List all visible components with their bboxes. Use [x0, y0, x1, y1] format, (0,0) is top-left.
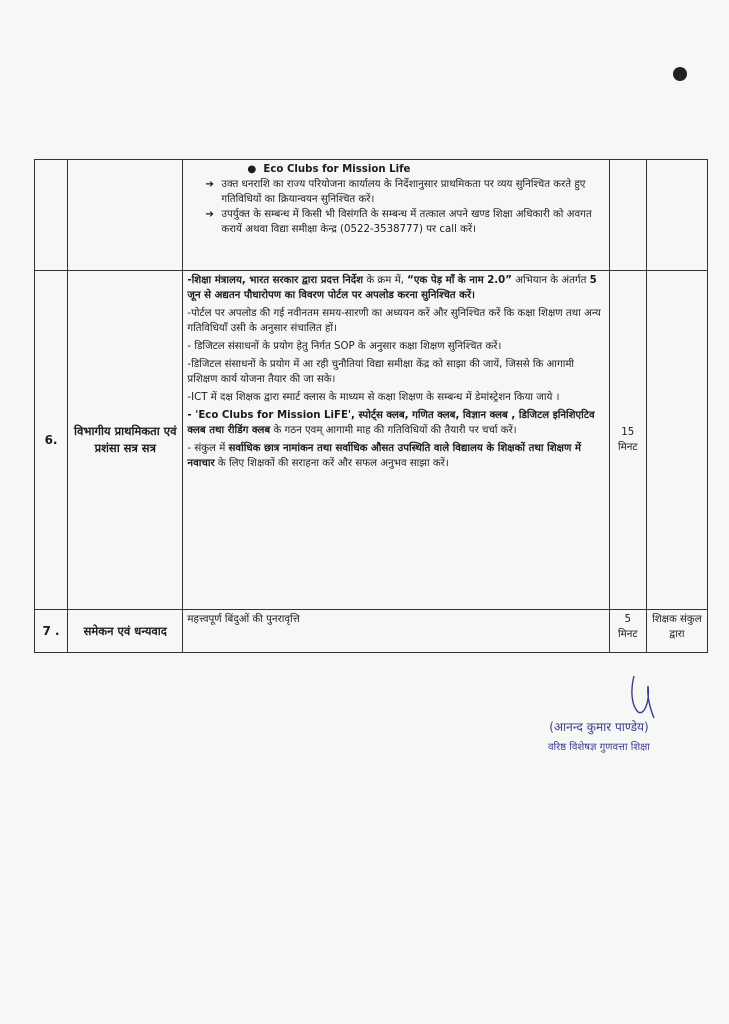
signatory-name: (आनन्द कुमार पाण्डेय) — [549, 720, 649, 734]
session-plan-table — [34, 159, 708, 653]
eco-clubs-text: Eco Clubs for Mission Life — [263, 164, 411, 175]
serial-cell: 6. — [35, 271, 68, 610]
responsible-cell: शिक्षक संकुल द्वारा — [646, 610, 707, 653]
instruction-text: उक्त धनराशि का राज्य परियोजना कार्यालय के निर्देशानुसार प्राथमिकता पर व्यय सुनिश्चित करते हुए गतिविधियों का क्रियान्वयन सुनिश्चित करें। — [221, 179, 586, 205]
bullet-icon: ● — [247, 164, 264, 175]
topic-cell — [68, 160, 183, 271]
topic-cell: समेकन एवं धन्यवाद — [68, 610, 183, 653]
signature-block — [548, 718, 650, 753]
sop-paragraph: - डिजिटल संसाधनों के प्रयोग हेतु निर्गत SOP के अनुसार कक्षा शिक्षण सुनिश्चित करें। — [187, 341, 502, 352]
signature-scrawl-icon — [628, 672, 658, 720]
clubs-paragraph: - 'Eco Clubs for Mission LiFE', स्पोर्ट्स क्लब, गणित क्लब, विज्ञान क्लब , डिजिटल इनिशिएटिव क्लब तथा रीडिंग क्लब के गठन एवम् आगामी माह की गतिविधियों की तैयारी पर चर्चा करें। — [187, 410, 595, 436]
instruction-item — [187, 177, 604, 207]
instruction-item — [187, 207, 604, 237]
instruction-text: उपर्युक्त के सम्बन्ध में किसी भी विसंगति के सम्बन्ध में तत्काल अपने खण्ड शिक्षा अधिकारी को अवगत करायें अथवा विद्या समीक्षा केन्द्र (0522-3538777) पर call करें। — [221, 209, 592, 235]
description-cell: महत्त्वपूर्ण बिंदुओं की पुनरावृत्ति — [183, 610, 609, 653]
description-cell — [183, 160, 609, 271]
appreciation-paragraph: - संकुल में सर्वाधिक छात्र नामांकन तथा सर्वाधिक औसत उपस्थिति वाले विद्यालय के शिक्षकों तथा शिक्षण में नवाचार के लिए शिक्षकों की सराहना करें और सफल अनुभव साझा करें। — [187, 443, 581, 469]
responsible-cell — [646, 271, 707, 610]
digital-challenges-paragraph: -डिजिटल संसाधनों के प्रयोग में आ रही चुनौतियां विद्या समीक्षा केंद्र को साझा की जायें, जिससे कि आगामी प्रशिक्षण कार्य योजना तैयार की जा सके। — [187, 359, 575, 385]
time-cell — [609, 160, 646, 271]
serial-cell: 7 . — [35, 610, 68, 653]
bullet-item — [187, 162, 604, 177]
topic-cell: विभागीय प्राथमिकता एवं प्रशंसा सत्र सत्र — [68, 271, 183, 610]
arrow-right-icon: ➔ — [205, 209, 214, 220]
table-row — [35, 271, 708, 610]
time-cell: 5 मिनट — [609, 610, 646, 653]
serial-cell — [35, 160, 68, 271]
ink-dot — [673, 67, 687, 81]
directive-paragraph: -शिक्षा मंत्रालय, भारत सरकार द्वारा प्रदत्त निर्देश के क्रम में, “एक पेड़ माँ के नाम 2.0” अभियान के अंतर्गत 5 जून से अद्यतन पौधारोपण का विवरण पोर्टल पर अपलोड करना सुनिश्चित करें। — [187, 275, 597, 301]
time-cell: 15 मिनट — [609, 271, 646, 610]
description-cell — [183, 271, 609, 610]
signatory-designation: वरिष्ठ विशेषज्ञ गुणवत्ता शिक्षा — [548, 742, 650, 753]
arrow-right-icon: ➔ — [205, 179, 214, 190]
table-row — [35, 160, 708, 271]
table-row — [35, 610, 708, 653]
timetable-paragraph: -पोर्टल पर अपलोड की गई नवीनतम समय-सारणी का अध्ययन करें और सुनिश्चित करें कि कक्षा शिक्षण तथा अन्य गतिविधियाँ उसी के अनुसार संचालित हों। — [187, 308, 601, 334]
responsible-cell — [646, 160, 707, 271]
ict-paragraph: -ICT में दक्ष शिक्षक द्वारा स्मार्ट क्लास के माध्यम से कक्षा शिक्षण के सम्बन्ध में डेमांस्ट्रेशन किया जाये । — [187, 392, 560, 403]
